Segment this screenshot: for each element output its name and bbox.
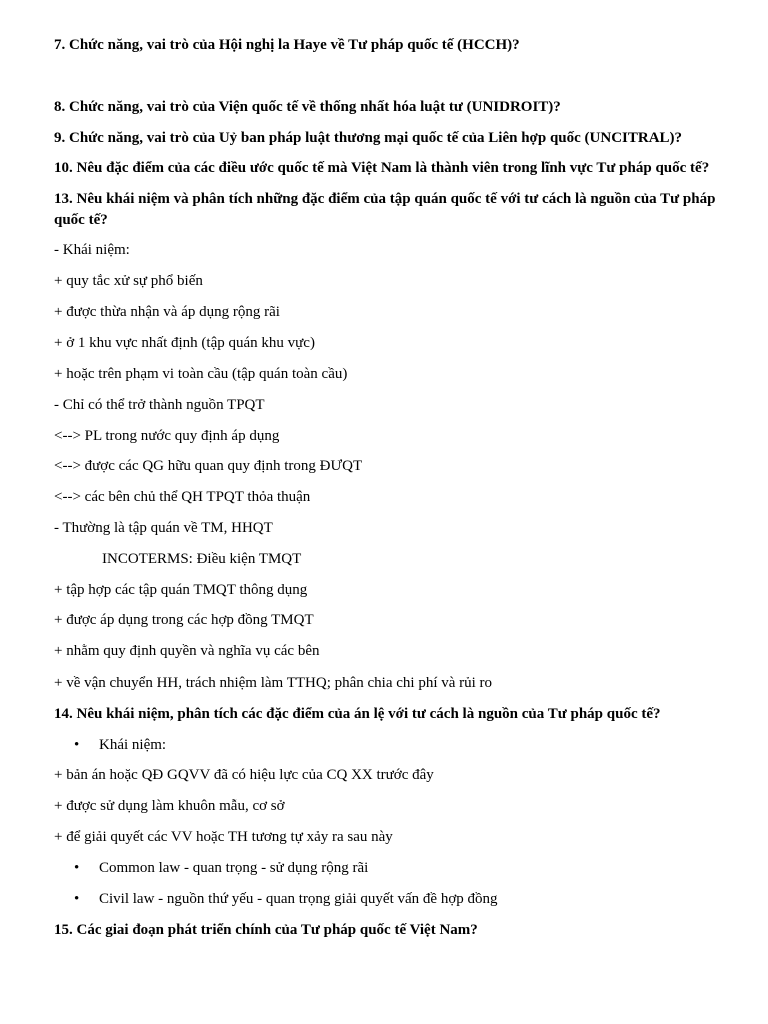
q13-answer-line: + nhằm quy định quyền và nghĩa vụ các bên: [54, 643, 320, 659]
q13-answer-line: - Chỉ có thể trở thành nguồn TPQT: [54, 397, 265, 413]
bullet-icon: •: [74, 737, 80, 753]
q13-answer-line: <--> PL trong nước quy định áp dụng: [54, 428, 280, 444]
q13-answer-line: + được áp dụng trong các hợp đồng TMQT: [54, 612, 314, 628]
question-10: 10. Nêu đặc điểm của các điều ước quốc tế mà Việt Nam là thành viên trong lĩnh vực Tư pháp quốc tế?: [54, 160, 710, 176]
q13-answer-line: + tập hợp các tập quán TMQT thông dụng: [54, 582, 308, 598]
question-14: 14. Nêu khái niệm, phân tích các đặc điểm của án lệ với tư cách là nguồn của Tư pháp quốc tế?: [54, 706, 661, 722]
question-15: 15. Các giai đoạn phát triển chính của Tư pháp quốc tế Việt Nam?: [54, 922, 478, 938]
bullet-text: Common law - quan trọng - sử dụng rộng rãi: [99, 860, 369, 876]
question-13: 13. Nêu khái niệm và phân tích những đặc điểm của tập quán quốc tế với tư cách là nguồn của Tư pháp quốc tế?: [54, 191, 716, 228]
bullet-icon: •: [74, 891, 80, 907]
q13-answer-line: <--> các bên chủ thể QH TPQT thỏa thuận: [54, 489, 311, 505]
q13-answer-line: <--> được các QG hữu quan quy định trong ĐƯQT: [54, 458, 363, 474]
q13-answer-line: + hoặc trên phạm vi toàn cầu (tập quán toàn cầu): [54, 366, 348, 382]
q14-answer-line: + được sử dụng làm khuôn mẫu, cơ sở: [54, 798, 285, 814]
q13-answer-line: + về vận chuyển HH, trách nhiệm làm TTHQ; phân chia chi phí và rủi ro: [54, 675, 493, 691]
q13-answer-line: - Thường là tập quán về TM, HHQT: [54, 520, 273, 536]
question-9: 9. Chức năng, vai trò của Uỷ ban pháp luật thương mại quốc tế của Liên hợp quốc (UNCITRAL)?: [54, 130, 683, 146]
bullet-text: Khái niệm:: [99, 737, 167, 753]
incoterms-line: INCOTERMS: Điều kiện TMQT: [102, 551, 302, 567]
q13-answer-line: + quy tắc xử sự phổ biến: [54, 273, 203, 289]
q13-answer-line: + ở 1 khu vực nhất định (tập quán khu vực): [54, 335, 315, 351]
question-8: 8. Chức năng, vai trò của Viện quốc tế về thống nhất hóa luật tư (UNIDROIT)?: [54, 99, 561, 115]
bullet-icon: •: [74, 860, 80, 876]
q13-answer-line: - Khái niệm:: [54, 242, 130, 258]
q14-answer-line: + để giải quyết các VV hoặc TH tương tự xảy ra sau này: [54, 829, 393, 845]
question-7: 7. Chức năng, vai trò của Hội nghị la Haye về Tư pháp quốc tế (HCCH)?: [54, 37, 520, 53]
q14-answer-line: + bản án hoặc QĐ GQVV đã có hiệu lực của CQ XX trước đây: [54, 767, 434, 783]
q13-answer-line: + được thừa nhận và áp dụng rộng rãi: [54, 304, 280, 320]
bullet-text: Civil law - nguồn thứ yếu - quan trọng giải quyết vấn đề hợp đồng: [99, 891, 498, 907]
